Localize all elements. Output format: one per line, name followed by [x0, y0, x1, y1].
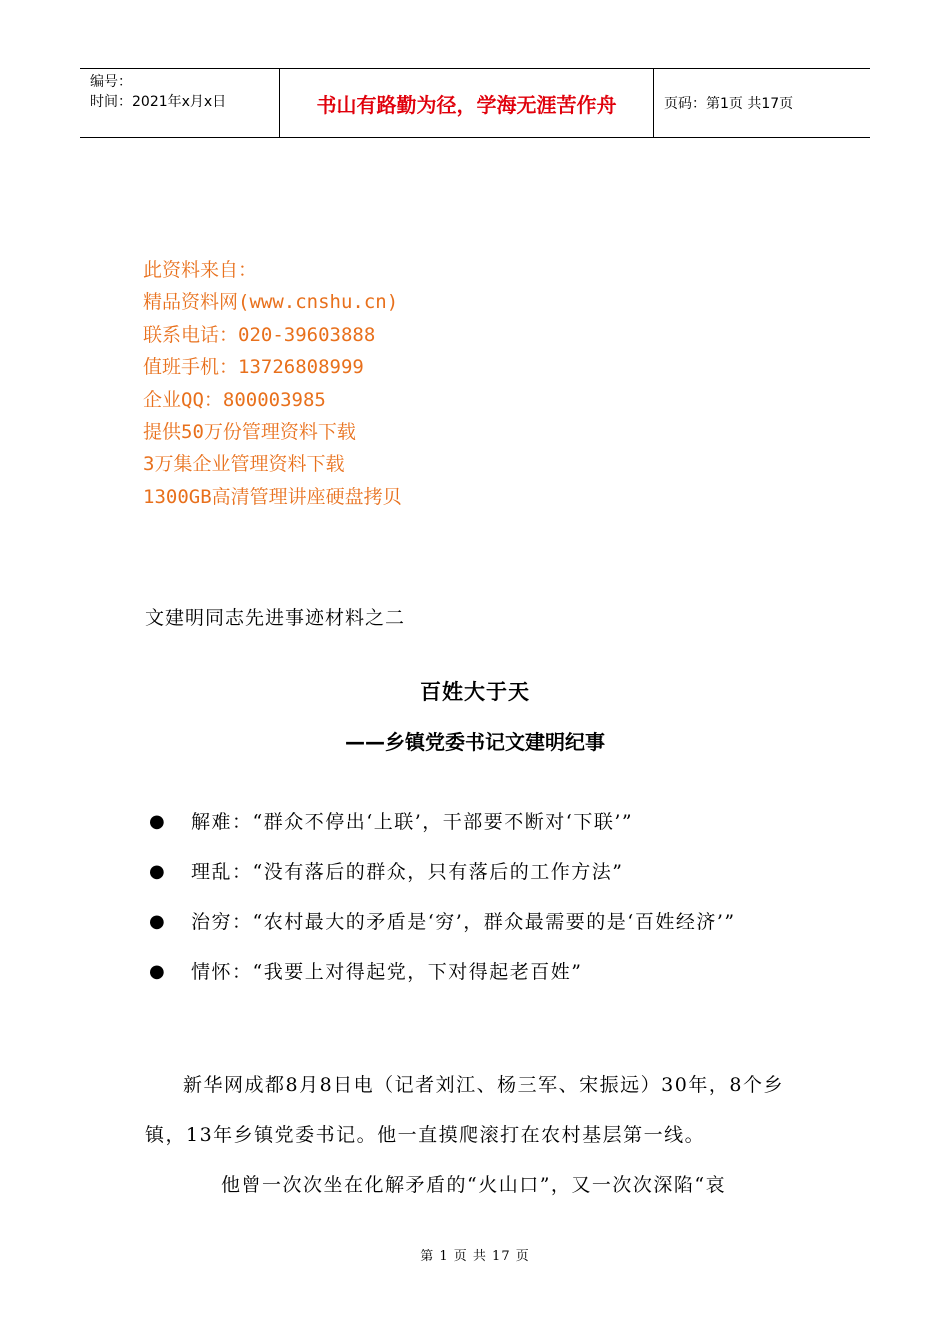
- body-paragraph: 他曾一次次坐在化解矛盾的“火山口”，又一次次深陷“哀: [221, 1174, 727, 1196]
- bullet-text: 治穷：“农村最大的矛盾是‘穷’，群众最需要的是‘百姓经济’”: [191, 911, 736, 933]
- source-line: 3万集企业管理资料下载: [143, 453, 345, 476]
- source-line: 1300GB高清管理讲座硬盘拷贝: [143, 485, 402, 508]
- bullet-dot-icon: ●: [149, 961, 167, 982]
- header-motto: 书山有路勤为径，学海无涯苦作舟: [280, 69, 654, 137]
- source-line: 企业QQ：800003985: [143, 388, 326, 411]
- bullet-dot-icon: ●: [149, 811, 167, 832]
- bullet-dot-icon: ●: [149, 911, 167, 932]
- source-line: 提供50万份管理资料下载: [143, 421, 356, 444]
- source-line: 此资料来自：: [143, 259, 258, 281]
- document-subtitle: ——乡镇党委书记文建明纪事: [345, 730, 605, 754]
- page-footer: 第 1 页 共 17 页: [420, 1249, 530, 1264]
- bullet-text: 理乱：“没有落后的群众，只有落后的工作方法”: [191, 861, 624, 883]
- source-line: 值班手机：13726808999: [143, 356, 364, 379]
- bullet-text: 解难：“群众不停出‘上联’，干部要不断对‘下联’”: [191, 811, 634, 833]
- bullet-item: [145, 847, 810, 897]
- bullet-dot-icon: ●: [149, 861, 167, 882]
- bullet-item: [145, 947, 810, 997]
- header-meta: [80, 69, 280, 137]
- header-table: [80, 68, 870, 138]
- source-line: 联系电话：020-39603888: [143, 323, 376, 346]
- bullet-item: [145, 897, 810, 947]
- number-label: 编号：: [90, 74, 132, 90]
- body-paragraph: 新华网成都8月8日电（记者刘江、杨三军、宋振远）30年，8个乡镇，13年乡镇党委书记。他一直摸爬滚打在农村基层第一线。: [145, 1074, 784, 1146]
- bullet-item: [145, 797, 810, 847]
- time-label: 时间：2021年x月x日: [90, 94, 227, 110]
- header-page-info: 页码：第1页 共17页: [664, 96, 794, 112]
- source-line: 精品资料网(www.cnshu.cn): [143, 291, 399, 314]
- document-title: 百姓大于天: [420, 680, 530, 704]
- bullet-list: [145, 797, 810, 997]
- source-block: [143, 254, 402, 513]
- series-title: 文建明同志先进事迹材料之二: [145, 607, 406, 629]
- bullet-text: 情怀：“我要上对得起党，下对得起老百姓”: [191, 961, 583, 983]
